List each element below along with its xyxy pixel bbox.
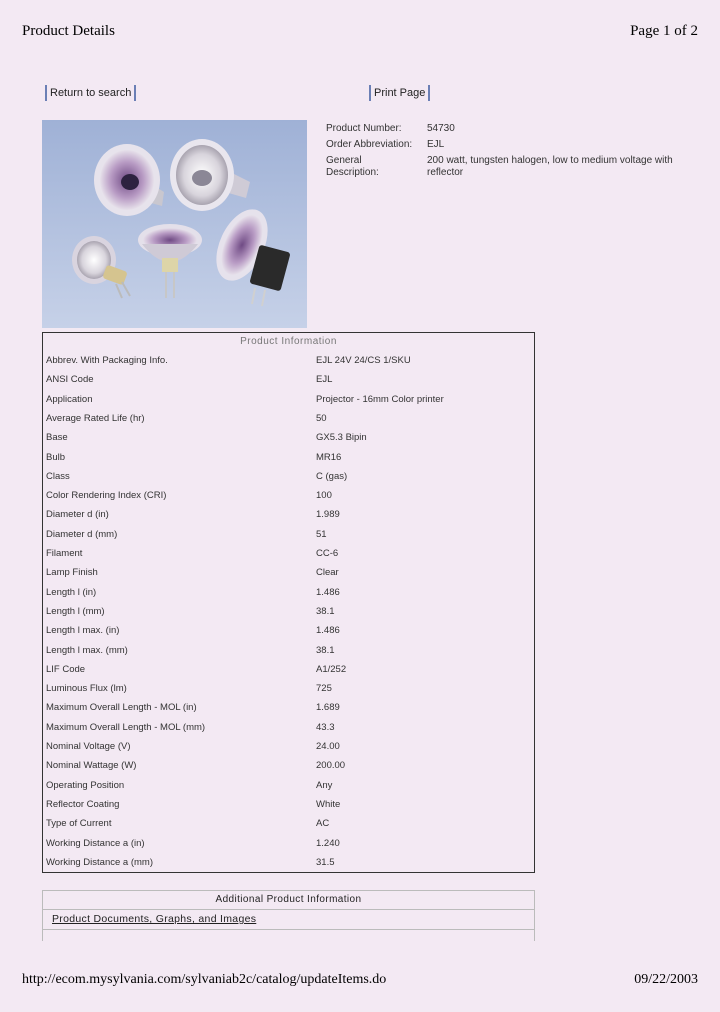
table-row <box>43 642 534 661</box>
table-row <box>43 449 534 468</box>
table-row <box>43 468 534 487</box>
row-value: 1.689 <box>316 702 340 714</box>
table-row <box>43 545 534 564</box>
product-information-table <box>42 332 535 873</box>
row-value: AC <box>316 818 330 830</box>
table-row <box>43 564 534 583</box>
table-row <box>43 699 534 718</box>
general-description-label: General Description: <box>326 155 379 178</box>
product-number-label: Product Number: <box>326 123 402 134</box>
table-row <box>43 352 534 371</box>
table-row <box>43 757 534 776</box>
row-label: Nominal Voltage (V) <box>46 741 131 752</box>
row-value: White <box>316 798 341 810</box>
row-value: 1.989 <box>316 509 340 521</box>
row-label: Base <box>46 432 68 444</box>
row-value: 31.5 <box>316 856 335 868</box>
row-value: Clear <box>316 567 339 579</box>
row-label: Diameter d (in) <box>46 509 109 521</box>
row-value: 43.3 <box>316 721 335 733</box>
additional-product-information <box>42 890 535 941</box>
row-label: Lamp Finish <box>46 567 98 579</box>
row-label: Filament <box>46 548 83 559</box>
row-value: C (gas) <box>316 470 348 482</box>
row-label: Length l max. (in) <box>46 625 120 637</box>
row-value: A1/252 <box>316 663 347 675</box>
row-label: Maximum Overall Length - MOL (mm) <box>46 721 206 733</box>
row-value: GX5.3 Bipin <box>316 432 367 444</box>
divider <box>43 929 534 930</box>
row-value: MR16 <box>316 451 342 463</box>
row-label: Working Distance a (in) <box>46 837 145 849</box>
order-abbreviation: EJL <box>427 139 445 150</box>
table-row <box>43 661 534 680</box>
table-row <box>43 391 534 410</box>
row-label: LIF Code <box>46 663 86 675</box>
row-value: 100 <box>316 490 332 502</box>
row-value: 1.486 <box>316 625 340 637</box>
row-label: Length l (in) <box>46 586 97 598</box>
product-information-title: Product Information <box>240 336 337 347</box>
table-row <box>43 680 534 699</box>
row-label: Average Rated Life (hr) <box>46 412 145 424</box>
row-label: Working Distance a (mm) <box>46 856 153 868</box>
row-label: Length l (mm) <box>46 605 105 617</box>
row-value: EJL <box>316 374 333 386</box>
product-documents-link[interactable]: Product Documents, Graphs, and Images <box>52 913 257 925</box>
table-row <box>43 719 534 738</box>
order-abbreviation-label: Order Abbreviation: <box>326 139 413 150</box>
row-value: 24.00 <box>316 741 340 752</box>
row-value: 50 <box>316 412 327 424</box>
table-row <box>43 429 534 448</box>
table-row <box>43 777 534 796</box>
row-value: 1.486 <box>316 586 340 598</box>
row-label: Type of Current <box>46 818 112 830</box>
product-number: 54730 <box>427 123 455 134</box>
table-row <box>43 796 534 815</box>
return-to-search-button[interactable]: Return to search <box>45 85 136 101</box>
table-row <box>43 410 534 429</box>
table-row <box>43 526 534 545</box>
table-row <box>43 835 534 854</box>
table-row <box>43 487 534 506</box>
row-value: Any <box>316 779 333 791</box>
row-value: 51 <box>316 528 327 540</box>
row-label: Luminous Flux (lm) <box>46 683 127 695</box>
table-row <box>43 603 534 622</box>
row-label: Bulb <box>46 451 66 463</box>
page-title: Product Details <box>22 23 115 39</box>
row-value: 38.1 <box>316 644 335 656</box>
row-label: Abbrev. With Packaging Info. <box>46 355 168 366</box>
row-label: Operating Position <box>46 779 125 791</box>
row-value: 725 <box>316 683 332 695</box>
row-label: Color Rendering Index (CRI) <box>46 490 167 502</box>
table-row <box>43 815 534 834</box>
additional-info-title: Additional Product Information <box>215 894 362 905</box>
row-value: CC-6 <box>316 548 339 559</box>
divider <box>43 909 534 910</box>
row-value: 38.1 <box>316 605 335 617</box>
row-value: Projector - 16mm Color printer <box>316 393 444 405</box>
print-page-button[interactable]: Print Page <box>369 85 430 101</box>
print-date: 09/22/2003 <box>634 972 698 987</box>
row-label: ANSI Code <box>46 374 94 386</box>
table-row <box>43 584 534 603</box>
row-value: EJL 24V 24/CS 1/SKU <box>316 355 411 366</box>
product-photo <box>42 120 307 328</box>
row-label: Class <box>46 470 70 482</box>
page-url: http://ecom.mysylvania.com/sylvaniab2c/catalog/updateItems.do <box>22 972 387 987</box>
row-value: 1.240 <box>316 837 340 849</box>
table-row <box>43 622 534 641</box>
row-label: Nominal Wattage (W) <box>46 760 137 772</box>
row-label: Maximum Overall Length - MOL (in) <box>46 702 197 714</box>
table-row <box>43 738 534 757</box>
row-label: Application <box>46 393 93 405</box>
general-description: 200 watt, tungsten halogen, low to medium voltage with reflector <box>427 155 673 178</box>
table-row <box>43 854 534 873</box>
table-row <box>43 371 534 390</box>
row-label: Diameter d (mm) <box>46 528 118 540</box>
row-label: Reflector Coating <box>46 798 120 810</box>
row-label: Length l max. (mm) <box>46 644 128 656</box>
table-row <box>43 506 534 525</box>
page-number: Page 1 of 2 <box>630 23 698 39</box>
row-value: 200.00 <box>316 760 346 772</box>
